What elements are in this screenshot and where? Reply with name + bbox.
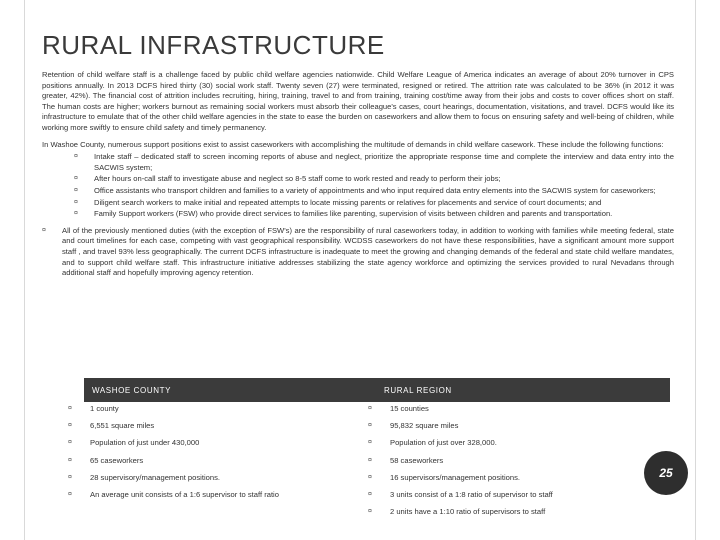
list-item: ¤ 28 supervisory/management positions. bbox=[68, 472, 221, 482]
bullet-icon: ¤ bbox=[74, 186, 78, 194]
bullet-icon: ¤ bbox=[68, 490, 72, 498]
list-item: ¤ Family Support workers (FSW) who provide direct services to families like parenting, supervision of visits between children and parents and transportation. bbox=[74, 209, 613, 219]
bullet-icon: ¤ bbox=[74, 198, 78, 206]
bullet-icon: ¤ bbox=[74, 175, 78, 183]
bullet-icon: ¤ bbox=[68, 422, 72, 430]
rural-region-list bbox=[368, 404, 668, 524]
bullet-icon: ¤ bbox=[68, 456, 72, 464]
bullet-icon: ¤ bbox=[368, 490, 372, 498]
list-item: ¤ Diligent search workers to make initial and repeated attempts to locate missing parents or relatives for placements and service of court documents; and bbox=[74, 197, 602, 207]
bullet-icon: ¤ bbox=[368, 473, 372, 481]
list-item: ¤ 58 caseworkers bbox=[368, 455, 444, 465]
list-item: ¤ Population of just over 328,000. bbox=[368, 438, 497, 448]
bullet-icon: ¤ bbox=[368, 508, 372, 516]
bullet-icon: ¤ bbox=[368, 405, 372, 412]
summary-list bbox=[42, 226, 674, 279]
list-item: ¤ 1 county bbox=[68, 404, 119, 413]
list-item: ¤ 6,551 square miles bbox=[68, 421, 155, 431]
body-text bbox=[42, 70, 674, 279]
bullet-icon: ¤ bbox=[74, 153, 78, 161]
list-item: ¤ 95,832 square miles bbox=[368, 421, 459, 431]
bullet-icon: ¤ bbox=[74, 210, 78, 218]
list-item: ¤ 16 supervisors/management positions. bbox=[368, 472, 521, 482]
rural-region-header: RURAL REGION bbox=[376, 378, 670, 402]
bullet-icon: ¤ bbox=[368, 456, 372, 464]
bullet-icon: ¤ bbox=[42, 226, 46, 234]
bullet-icon: ¤ bbox=[368, 439, 372, 447]
list-item: ¤ 65 caseworkers bbox=[68, 455, 144, 465]
list-item: ¤ 15 counties bbox=[368, 404, 429, 413]
list-item: ¤ After hours on-call staff to investigate abuse and neglect so 8-5 staff come to work rested and ready to perform their jobs; bbox=[74, 174, 501, 184]
list-item: ¤ 3 units consist of a 1:8 ratio of supervisor to staff bbox=[368, 489, 553, 499]
list-item: ¤ An average unit consists of a 1:6 supervisor to staff ratio bbox=[68, 489, 279, 499]
page-number-badge: 25 bbox=[644, 451, 688, 495]
list-item: ¤ 2 units have a 1:10 ratio of supervisors to staff bbox=[368, 507, 546, 517]
washoe-county-header: WASHOE COUNTY bbox=[84, 378, 376, 402]
washoe-paragraph: In Washoe County, numerous support positions exist to assist caseworkers with accomplishing the multitude of demands in child welfare casework. These include the following functions: bbox=[42, 139, 664, 149]
bullet-icon: ¤ bbox=[68, 439, 72, 447]
list-item bbox=[42, 225, 674, 279]
bullet-icon: ¤ bbox=[68, 473, 72, 481]
bullet-icon: ¤ bbox=[68, 405, 72, 412]
summary-paragraph: All of the previously mentioned duties (with the exception of FSW's) are the responsibility of rural caseworkers today, in addition to working with families while meeting federal, state and court timelines for each case, competing with vast geographical responsibility. WCDSS caseworkers do not have these responsibilities, have a significant amount more support staff , and travel 93% less geographically. The current DCFS infrastructure is inadequate to meet the growing and changing demands of the federal and state child welfare mandates, and to support child welfare staff. This infrastructure initiative addresses stabilizing the state agency workforce and optimizing the services provided to rural Nevadans through additional staff and hopefully improving agency retention. bbox=[62, 225, 674, 278]
list-item: ¤ Office assistants who transport children and families to a variety of appointments and who input required data entry elements into the SACWIS system for caseworkers; bbox=[74, 185, 656, 195]
bullet-icon: ¤ bbox=[368, 422, 372, 430]
washoe-county-list bbox=[68, 404, 368, 507]
list-item: ¤ Intake staff – dedicated staff to screen incoming reports of abuse and neglect, prioritize the appropriate response time and complete the interview and data entry into the SACWIS system; bbox=[74, 152, 674, 172]
list-item: ¤ Population of just under 430,000 bbox=[68, 438, 200, 448]
page-title: RURAL INFRASTRUCTURE bbox=[42, 30, 385, 60]
intro-paragraph: Retention of child welfare staff is a challenge faced by public child welfare agencies nationwide. Child Welfare League of America indicates an average of about 20% turnover in CPS positions annually. In 2013 DCFS hired thirty (30) social work staff. Twenty seven (27) were terminated, resigned or retired. The attrition rate was calculated to be 36% (in 2012 it was greater, 42%). The financial cost of attrition includes recruiting, hiring, training, travel to and from training, training cost/time away from their jobs and costs to cover offices short on staff. The human costs are higher; workers burnout as remaining social workers must absorb their colleague's cases, court hearings, documentation, visitations, and travel. DCFS would like its infrastructure to emulate that of the other child welfare agencies in the state to ease the burden on caseworkers and allow them to focus on ensuring safety and well-being of children, while working more swiftly to ensure child safety and timely permanency. bbox=[42, 70, 674, 132]
functions-list bbox=[42, 152, 674, 220]
